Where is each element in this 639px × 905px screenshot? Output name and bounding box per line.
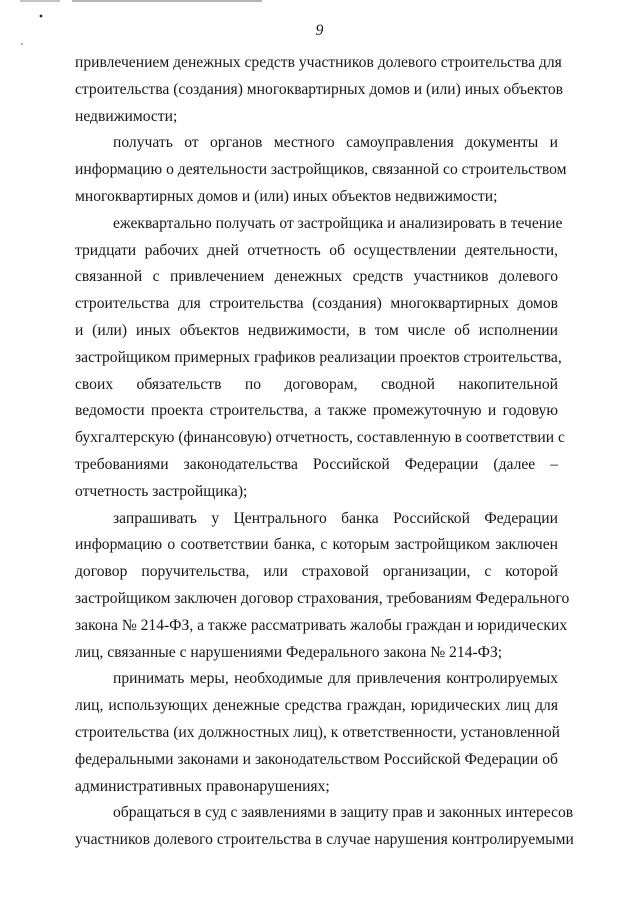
text-line: связанной с привлечением денежных средств участников долевого: [75, 268, 558, 286]
text-line: отчетность застройщика);: [75, 482, 248, 500]
paragraph: [75, 666, 561, 800]
text-line: запрашивать у Центрального банка Российской Федерации: [113, 509, 558, 527]
text-line: получать от органов местного самоуправления документы и: [113, 134, 558, 152]
text-line: ежеквартально получать от застройщика и анализировать в течение: [113, 214, 563, 232]
text-line: тридцати рабочих дней отчетность об осуществлении деятельности,: [75, 241, 558, 259]
text-line: застройщиком примерных графиков реализации проектов строительства,: [75, 348, 562, 366]
text-line: строительства для строительства (создания) многоквартирных домов: [75, 295, 558, 313]
text-line: ведомости проекта строительства, а также промежуточную и годовую: [75, 402, 558, 420]
text-line: информацию о деятельности застройщиков, связанной со строительством: [75, 161, 567, 179]
text-line: многоквартирных домов и (или) иных объектов недвижимости;: [75, 187, 498, 205]
text-line: привлечением денежных средств участников долевого строительства для: [75, 54, 562, 71]
text-line: лиц, связанные с нарушениями Федерального закона № 214-ФЗ;: [75, 643, 503, 661]
text-line: административных правонарушениях;: [75, 777, 330, 795]
text-line: договор поручительства, или страховой организации, с которой: [75, 563, 558, 581]
text-line: своих обязательств по договорам, сводной накопительной: [75, 375, 558, 393]
text-line: и (или) иных объектов недвижимости, в том числе об исполнении: [75, 321, 558, 339]
paragraph: [75, 800, 574, 854]
text-line: участников долевого строительства в случае нарушения контролируемыми: [75, 831, 574, 849]
paragraph: [75, 50, 564, 130]
text-line: принимать меры, необходимые для привлечения контролируемых: [113, 670, 558, 688]
document-body: [75, 50, 574, 854]
paragraph: [75, 130, 567, 210]
text-line: застройщиком заключен договор страхования, требованиям Федерального: [75, 589, 570, 607]
paragraph: [75, 506, 570, 667]
text-line: бухгалтерскую (финансовую) отчетность, составленную в соответствии с: [75, 429, 565, 447]
text-line: строительства (создания) многоквартирных домов и (или) иных объектов: [75, 80, 564, 98]
text-line: обращаться в суд с заявлениями в защиту прав и законных интересов: [113, 804, 574, 822]
text-line: информацию о соответствии банка, с которым застройщиком заключен: [75, 536, 558, 554]
text-line: требованиями законодательства Российской Федерации (далее –: [75, 455, 558, 473]
page-number: 9: [315, 22, 324, 39]
text-line: федеральными законами и законодательством Российской Федерации об: [75, 750, 558, 768]
text-line: лиц, использующих денежные средства граждан, юридических лиц для: [75, 697, 558, 715]
text-line: недвижимости;: [75, 107, 178, 125]
text-line: закона № 214-ФЗ, а также рассматривать жалобы граждан и юридических: [75, 616, 568, 634]
paragraph: [75, 211, 565, 506]
text-line: строительства (их должностных лиц), к ответственности, установленной: [75, 723, 561, 741]
